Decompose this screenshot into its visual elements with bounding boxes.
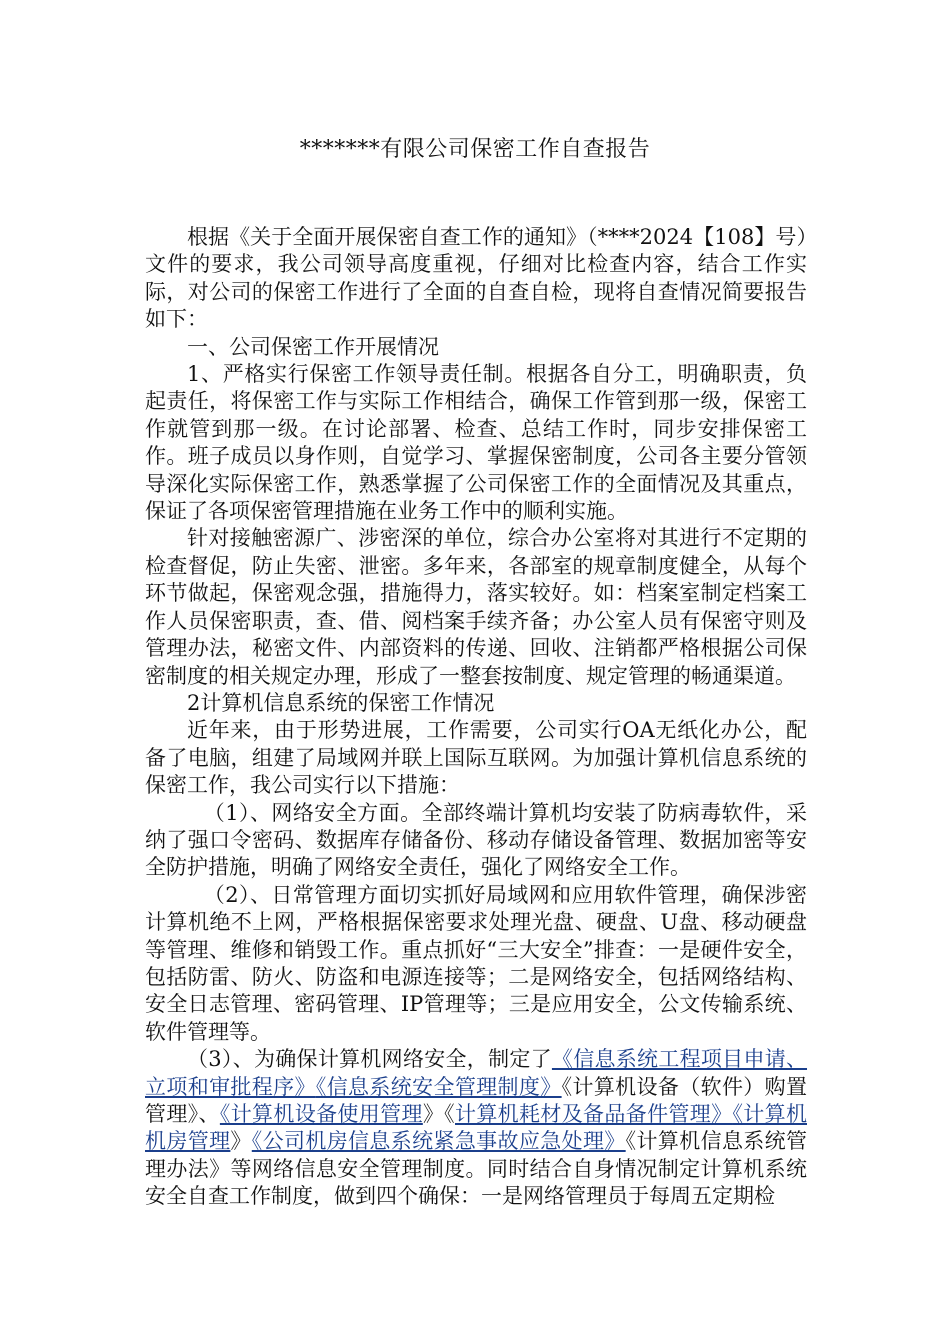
paragraph-computer-systems: 近年来，由于形势进展，工作需要，公司实行OA无纸化办公，配备了电脑，组建了局域网并联上国际互联网。为加强计算机信息系统的保密工作，我公司实行以下措施：	[145, 718, 807, 798]
link-equipment-usage-management[interactable]: 《计算机设备使用管理	[219, 1102, 423, 1126]
paragraph-inspection: 针对接触密源广、涉密深的单位，综合办公室将对其进行不定期的检查督促，防止失密、泄密。多年来，各部室的规章制度健全，从每个环节做起，保密观念强，措施得力，落实较好。如：档案室制定档案工作人员保密职责，查、借、阅档案手续齐备；办公室人员有保密守则及管理办法，秘密文件、内部资料的传递、回收、注销都严格根据公司保密制度的相关规定办理，形成了一整套按制度、规定管理的畅通渠道。	[145, 526, 807, 688]
link-consumables-management[interactable]: 计算机耗材及备品备件管理》	[455, 1102, 733, 1126]
paragraph-regulations	[145, 1046, 807, 1210]
paragraph-network-security: （1）、网络安全方面。全部终端计算机均安装了防病毒软件，采纳了强口令密码、数据库存储备份、移动存储设备管理、数据加密等安全防护措施，明确了网络安全责任，强化了网络安全工作。	[145, 800, 807, 880]
regulations-lead-text: （3）、为确保计算机网络安全，制定了	[187, 1047, 552, 1072]
regulations-text-2: 》《	[422, 1102, 455, 1126]
link-emergency-response[interactable]: 《公司机房信息系统紧急事故应急处理》	[251, 1129, 626, 1154]
document-title: *******有限公司保密工作自查报告	[299, 137, 651, 162]
paragraph-intro: 根据《关于全面开展保密自查工作的通知》（****2024【108】号）文件的要求，我公司领导高度重视，仔细对比检查内容，结合工作实际，对公司的保密工作进行了全面的自查自检，现将自查情况简要报告如下：	[145, 225, 807, 332]
regulations-text-3: 》	[230, 1129, 252, 1154]
regulations-tail-text: 《计算机信息系统管理办法》等网络信息安全管理制度。同时结合自身情况制定计算机系统安全自查工作制度，做到四个确保：一是网络管理员于每周五定期检	[145, 1129, 808, 1209]
link-security-management-system[interactable]: 《信息系统安全管理制度》	[315, 1074, 562, 1099]
paragraph-daily-management: （2）、日常管理方面切实抓好局域网和应用软件管理，确保涉密计算机绝不上网，严格根据保密要求处理光盘、硬盘、U盘、移动硬盘等管理、维修和销毁工作。重点抓好“三大安全”排查：一是硬件安全，包括防雷、防火、防盗和电源连接等；二是网络安全，包括网络结构、安全日志管理、密码管理、IP管理等；三是应用安全，公文传输系统、软件管理等。	[145, 882, 807, 1044]
regulations-text-1: 《计算机设备（软件）购置管理》、	[145, 1074, 808, 1126]
paragraph-leadership-responsibility: 1、严格实行保密工作领导责任制。根据各自分工，明确职责，负起责任，将保密工作与实际工作相结合，确保工作管到那一级，保密工作就管到那一级。在讨论部署、检查、总结工作时，同步安排保密工作。班子成员以身作则，自觉学习、掌握保密制度，公司各主要分管领导深化实际保密工作，熟悉掌握了公司保密工作的全面情况及其重点，保证了各项保密管理措施在业务工作中的顺利实施。	[145, 362, 807, 524]
link-machine-room-management[interactable]: 《计算机机房管理	[145, 1102, 807, 1154]
section-heading-2: 2计算机信息系统的保密工作情况	[187, 690, 495, 715]
section-heading-1: 一、公司保密工作开展情况	[187, 334, 439, 359]
document-body	[145, 224, 807, 1211]
link-project-approval-procedure[interactable]: 《信息系统工程项目申请、立项和审批程序》	[145, 1047, 808, 1099]
